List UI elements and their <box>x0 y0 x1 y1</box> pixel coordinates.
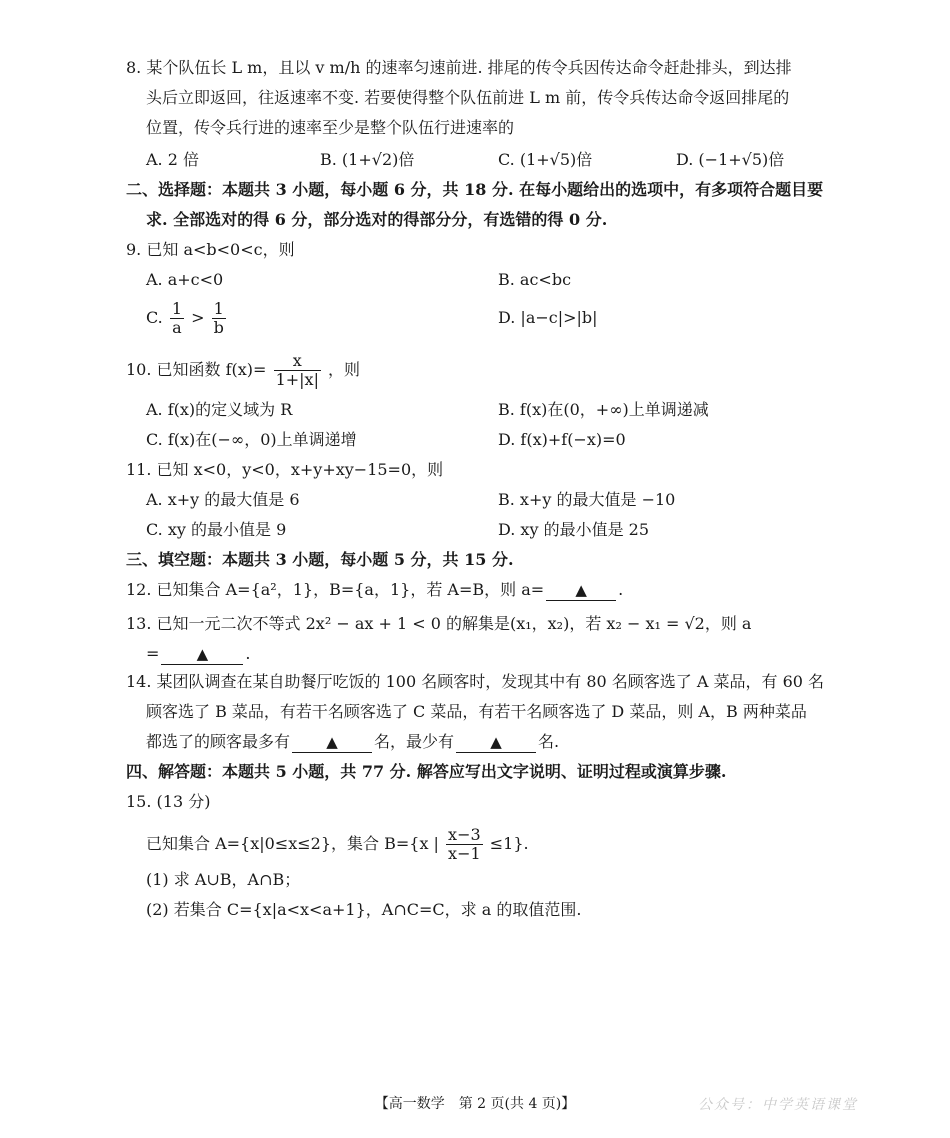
q10-stem-suffix: ，则 <box>328 360 361 379</box>
q9-option-d: D. |a−c|>|b| <box>498 308 598 327</box>
q13-answer-blank[interactable] <box>161 644 243 665</box>
q15-head: 15. (13 分) <box>126 792 211 811</box>
q9-option-c <box>146 298 228 338</box>
q10-option-b: B. f(x)在(0，+∞)上单调递减 <box>498 400 709 419</box>
q15-line1 <box>146 824 529 864</box>
q14-line3 <box>146 730 559 754</box>
q9-option-c-fraction-2: $\frac{1}{b}$ <box>213 299 224 337</box>
q15-part-1: (1) 求 A∪B，A∩B； <box>146 870 301 889</box>
q9-stem: 9. 已知 a<b<0<c，则 <box>126 240 295 259</box>
q9-option-c-fraction-1: $\frac{1}{a}$ <box>171 299 183 337</box>
q14-blank-marker-2: ▲ <box>490 733 502 751</box>
q8-line2: 头后立即返回，往返速率不变. 若要使得整个队伍前进 L m 前，传令兵传达命令返回排尾的 <box>146 88 790 107</box>
q15-fraction: $\frac{x-3}{x-1}$ <box>448 825 481 863</box>
q8-option-d: D. (−1+√5)倍 <box>676 150 785 169</box>
q13-blank-marker: ▲ <box>196 645 209 663</box>
q10-option-c: C. f(x)在(−∞，0)上单调递增 <box>146 430 357 449</box>
q11-option-c: C. xy 的最小值是 9 <box>146 520 287 539</box>
q9-option-b: B. ac<bc <box>498 270 572 289</box>
q14-answer-blank-min[interactable] <box>456 732 536 753</box>
q12-answer-blank[interactable] <box>546 580 616 601</box>
q13-line2 <box>146 642 251 666</box>
section-4-heading: 四、解答题：本题共 5 小题，共 77 分. 解答应写出文字说明、证明过程或演算步骤. <box>126 762 727 781</box>
section-2-heading-line2: 求. 全部选对的得 6 分，部分选对的得部分分，有选错的得 0 分. <box>146 210 608 229</box>
q8-line3: 位置，传令兵行进的速率至少是整个队伍行进速率的 <box>146 118 515 137</box>
q11-option-d: D. xy 的最小值是 25 <box>498 520 650 539</box>
q8-option-c: C. (1+√5)倍 <box>498 150 593 169</box>
q8-line1: 8. 某个队伍长 L m，且以 v m/h 的速率匀速前进. 排尾的传令兵因传达命令赶赴排头，到达排 <box>126 58 792 77</box>
q14-line1: 14. 某团队调查在某自助餐厅吃饭的 100 名顾客时，发现其中有 80 名顾客选了 A 菜品，有 60 名 <box>126 672 825 691</box>
q14-text-a: 都选了的顾客最多有 <box>146 732 291 751</box>
q10-option-a: A. f(x)的定义域为 R <box>146 400 293 419</box>
q13-line1: 13. 已知一元二次不等式 2x² − ax + 1 < 0 的解集是(x₁，x₂)，若 x₂ − x₁ = √2，则 a <box>126 614 752 633</box>
q10-stem <box>126 350 360 390</box>
q12-stem: 12. 已知集合 A={a²，1}，B={a，1}，若 A=B，则 a= <box>126 580 545 599</box>
q14-text-c: 名. <box>538 732 560 751</box>
q11-option-a: A. x+y 的最大值是 6 <box>146 490 300 509</box>
q12-line <box>126 578 623 602</box>
q14-blank-marker-1: ▲ <box>326 733 338 751</box>
q8-option-a: A. 2 倍 <box>146 150 199 169</box>
watermark: 公众号：中学英语课堂 <box>698 1097 858 1113</box>
q8-option-b: B. (1+√2)倍 <box>320 150 415 169</box>
q15-line1-text: 已知集合 A={x|0≤x≤2}，集合 B={x | <box>146 834 439 853</box>
q15-part-2: (2) 若集合 C={x|a<x<a+1}，A∩C=C，求 a 的取值范围. <box>146 900 582 919</box>
q14-line2: 顾客选了 B 菜品，有若干名顾客选了 C 菜品，有若干名顾客选了 D 菜品，则 A，B 两种菜品 <box>146 702 807 721</box>
q14-answer-blank-max[interactable] <box>292 732 372 753</box>
q10-stem-prefix: 10. 已知函数 f(x)= <box>126 360 267 379</box>
q15-line1-end: ≤1}. <box>489 834 529 853</box>
page-footer: 【高一数学 第 2 页(共 4 页)】 <box>374 1096 576 1112</box>
section-3-heading: 三、填空题：本题共 3 小题，每小题 5 分，共 15 分. <box>126 550 514 569</box>
q9-option-c-relation: > <box>191 308 205 327</box>
q11-stem: 11. 已知 x<0，y<0，x+y+xy−15=0，则 <box>126 460 444 479</box>
q13-equals: = <box>146 644 160 663</box>
section-2-heading-line1: 二、选择题：本题共 3 小题，每小题 6 分，共 18 分. 在每小题给出的选项中，有多项符合题目要 <box>126 180 824 199</box>
q12-end: . <box>618 580 624 599</box>
q9-option-a: A. a+c<0 <box>146 270 224 289</box>
q10-fraction: $\frac{x}{1+|x|}$ <box>275 351 319 389</box>
q9-option-c-label: C. <box>146 308 163 327</box>
q10-option-d: D. f(x)+f(−x)=0 <box>498 430 626 449</box>
q12-blank-marker: ▲ <box>575 581 587 599</box>
q11-option-b: B. x+y 的最大值是 −10 <box>498 490 676 509</box>
q14-text-b: 名，最少有 <box>374 732 455 751</box>
q13-end: . <box>245 644 251 663</box>
